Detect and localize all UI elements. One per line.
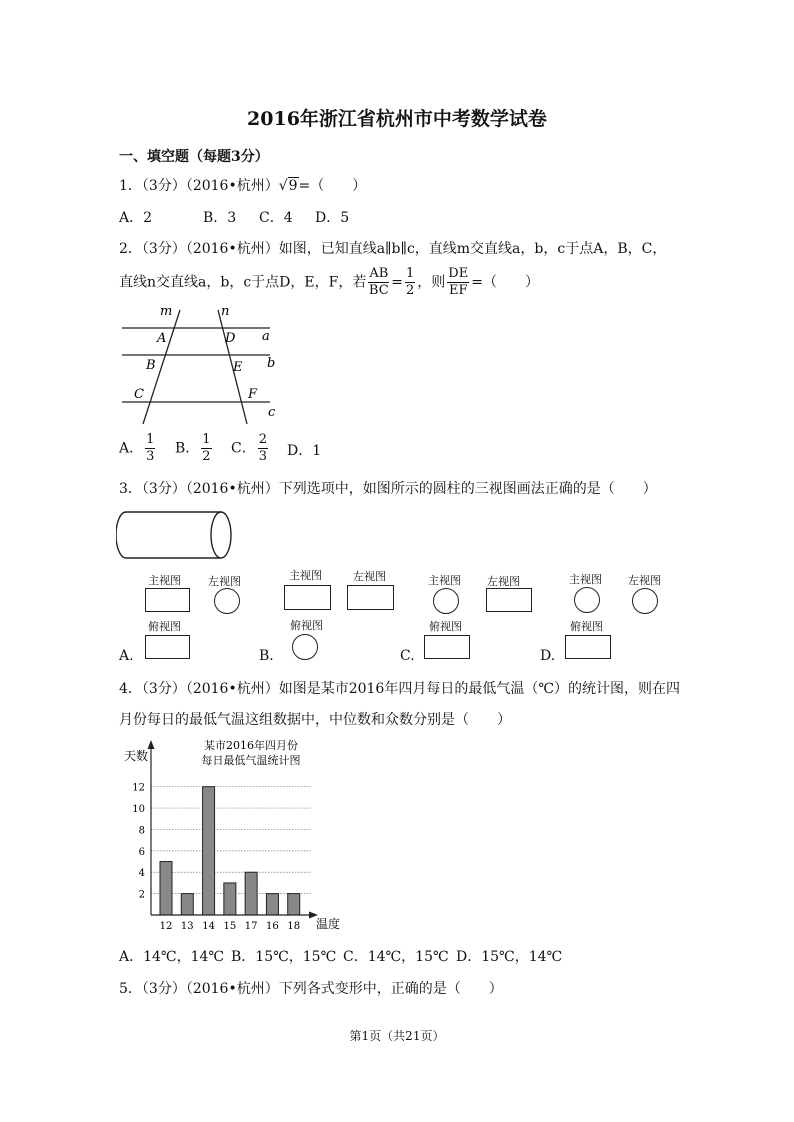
chart-bar xyxy=(224,883,236,915)
b-main-view-label: 主视图 xyxy=(289,569,322,582)
chart-x-tick-label: 12 xyxy=(159,921,173,932)
q2-line2-text: 直线n交直线a，b，c于点D，E，F，若 xyxy=(119,274,367,291)
q2-option-a xyxy=(119,432,157,465)
chart-bar xyxy=(288,894,300,915)
cylinder-end-face xyxy=(211,512,231,558)
chart-x-tick-label: 15 xyxy=(223,921,237,932)
question-2-line-1: 2．（3分）（2016•杭州）如图，已知直线a∥b∥c，直线m交直线a，b，c于点A，B，C， xyxy=(119,241,667,257)
chart-bar xyxy=(181,894,193,915)
label-point-b: B xyxy=(146,358,156,373)
q2-then-text: ，则 xyxy=(417,274,446,291)
chart-x-ticks xyxy=(160,921,300,932)
q1-suffix: =（ ） xyxy=(298,178,367,194)
label-n: n xyxy=(221,304,230,319)
option-fraction xyxy=(145,432,155,465)
y-axis-arrow xyxy=(148,740,155,749)
label-point-c: C xyxy=(134,387,144,402)
chart-title-line-1: 某市2016年四月份 xyxy=(204,739,298,752)
q4-option-a: A．14℃，14℃ xyxy=(119,949,225,965)
label-point-d: D xyxy=(225,331,236,346)
cylinder-sides xyxy=(126,512,221,558)
option-fraction xyxy=(201,432,211,465)
d-main-view-circle xyxy=(574,587,600,613)
q1-radicand: 9 xyxy=(288,178,298,194)
q3-option-c: C. xyxy=(400,648,415,664)
chart-y-tick-label: 2 xyxy=(138,889,145,901)
chart-x-tick-label: 13 xyxy=(180,921,194,932)
a-main-view-label: 主视图 xyxy=(148,574,181,587)
frac-numerator: 2 xyxy=(258,432,267,447)
d-left-view-label: 左视图 xyxy=(628,574,661,587)
q1-option-d: D．5 xyxy=(315,210,350,226)
fraction-de-ef xyxy=(447,266,469,299)
chart-y-tick-label: 8 xyxy=(138,825,145,837)
a-main-view-rect xyxy=(145,588,190,612)
q3-option-d: D. xyxy=(540,648,556,664)
option-letter: C． xyxy=(231,440,256,457)
cylinder-figure xyxy=(116,506,240,564)
chart-title-line-2: 每日最低气温统计图 xyxy=(201,754,301,767)
option-letter: B． xyxy=(175,440,200,457)
chart-bar xyxy=(203,787,215,915)
question-2-line-2 xyxy=(119,266,539,299)
option-value: 1 xyxy=(312,443,322,459)
c-top-view-rect xyxy=(424,635,470,659)
q4-option-d: D．15℃，14℃ xyxy=(456,949,563,965)
label-point-a: A xyxy=(157,331,167,346)
chart-bar xyxy=(245,872,257,915)
d-top-view-label: 俯视图 xyxy=(570,620,603,633)
frac-denominator: 2 xyxy=(406,283,415,298)
q1-prefix: 1．（3分）（2016•杭州） xyxy=(119,178,279,194)
question-4-line-1: 4．（3分）（2016•杭州）如图是某市2016年四月每日的最低气温（℃）的统计图，则在四 xyxy=(119,681,680,697)
chart-y-tick-label: 4 xyxy=(138,868,145,880)
b-left-view-rect xyxy=(347,585,394,610)
frac-denominator: 3 xyxy=(146,449,155,464)
q4-option-c: C．14℃，15℃ xyxy=(343,949,449,965)
d-main-view-label: 主视图 xyxy=(569,573,602,586)
frac-numerator: DE xyxy=(448,266,469,281)
frac-denominator: EF xyxy=(449,283,468,298)
chart-x-tick-label: 18 xyxy=(287,921,301,932)
label-point-e: E xyxy=(233,360,243,375)
a-top-view-label: 俯视图 xyxy=(148,620,181,633)
chart-x-tick-label: 17 xyxy=(244,921,258,932)
fraction-1-2 xyxy=(405,266,415,299)
b-top-view-circle xyxy=(292,634,318,660)
c-left-view-label: 左视图 xyxy=(487,575,520,588)
label-a: a xyxy=(262,329,270,344)
q4-option-b: B．15℃，15℃ xyxy=(231,949,337,965)
c-left-view-rect xyxy=(486,588,532,612)
d-left-view-circle xyxy=(632,588,658,614)
option-fraction xyxy=(258,432,268,465)
q1-option-b: B．3 xyxy=(203,210,237,226)
chart-x-axis-label: 温度 xyxy=(316,917,341,931)
label-b: b xyxy=(267,356,276,371)
temperature-bar-chart xyxy=(118,738,344,936)
frac-denominator: BC xyxy=(368,283,389,298)
page-title: 2016年浙江省杭州市中考数学试卷 xyxy=(247,108,547,130)
frac-numerator: AB xyxy=(369,266,389,281)
option-letter: D． xyxy=(287,443,313,459)
q2-option-d xyxy=(287,440,321,460)
label-c: c xyxy=(268,405,276,420)
q3-option-a: A. xyxy=(119,648,134,664)
q1-option-c: C．4 xyxy=(259,210,293,226)
c-main-view-label: 主视图 xyxy=(428,574,461,587)
label-point-f: F xyxy=(248,387,258,402)
question-5: 5．（3分）（2016•杭州）下列各式变形中，正确的是（ ） xyxy=(119,981,503,997)
frac-numerator: 1 xyxy=(146,432,155,447)
b-main-view-rect xyxy=(284,585,331,610)
q3-option-b: B. xyxy=(259,648,274,664)
label-m: m xyxy=(160,304,173,319)
option-letter: A． xyxy=(119,440,144,457)
question-1 xyxy=(119,175,366,195)
question-4-line-2: 月份每日的最低气温这组数据中，中位数和众数分别是（ ） xyxy=(119,712,511,728)
chart-bar xyxy=(266,894,278,915)
a-top-view-rect xyxy=(145,635,190,659)
fraction-ab-bc xyxy=(368,266,389,299)
b-left-view-label: 左视图 xyxy=(353,570,386,583)
equals-sign: = xyxy=(391,274,404,291)
b-top-view-label: 俯视图 xyxy=(290,619,323,632)
chart-x-tick-label: 14 xyxy=(202,921,215,932)
chart-gridlines xyxy=(151,787,311,894)
d-top-view-rect xyxy=(565,635,611,659)
a-left-view-circle xyxy=(214,588,240,614)
chart-y-ticks xyxy=(132,783,145,901)
chart-x-tick-label: 16 xyxy=(266,921,279,932)
cylinder-back-edge xyxy=(116,512,126,558)
q2-line2-suffix: =（ ） xyxy=(471,274,539,291)
question-3: 3．（3分）（2016•杭州）下列选项中，如图所示的圆柱的三视图画法正确的是（ ） xyxy=(119,481,657,497)
chart-y-tick-label: 6 xyxy=(138,846,145,858)
parallel-lines-figure xyxy=(110,300,290,428)
a-left-view-label: 左视图 xyxy=(208,575,241,588)
page-footer: 第1页（共21页） xyxy=(349,1029,445,1043)
c-main-view-circle xyxy=(433,588,459,614)
section-heading: 一、填空题（每题3分） xyxy=(119,149,269,165)
frac-denominator: 3 xyxy=(258,449,267,464)
frac-numerator: 1 xyxy=(202,432,211,447)
q1-option-a: A．2 xyxy=(119,210,153,226)
frac-denominator: 2 xyxy=(202,449,211,464)
chart-y-axis-label: 天数 xyxy=(124,749,149,763)
chart-y-tick-label: 10 xyxy=(132,804,145,816)
c-top-view-label: 俯视图 xyxy=(429,620,462,633)
frac-numerator: 1 xyxy=(406,266,415,281)
chart-bar xyxy=(160,862,172,915)
q2-option-b xyxy=(175,432,214,465)
chart-y-tick-label: 12 xyxy=(132,782,145,794)
sqrt-symbol: √9 xyxy=(278,178,298,194)
q2-option-c xyxy=(231,432,270,465)
